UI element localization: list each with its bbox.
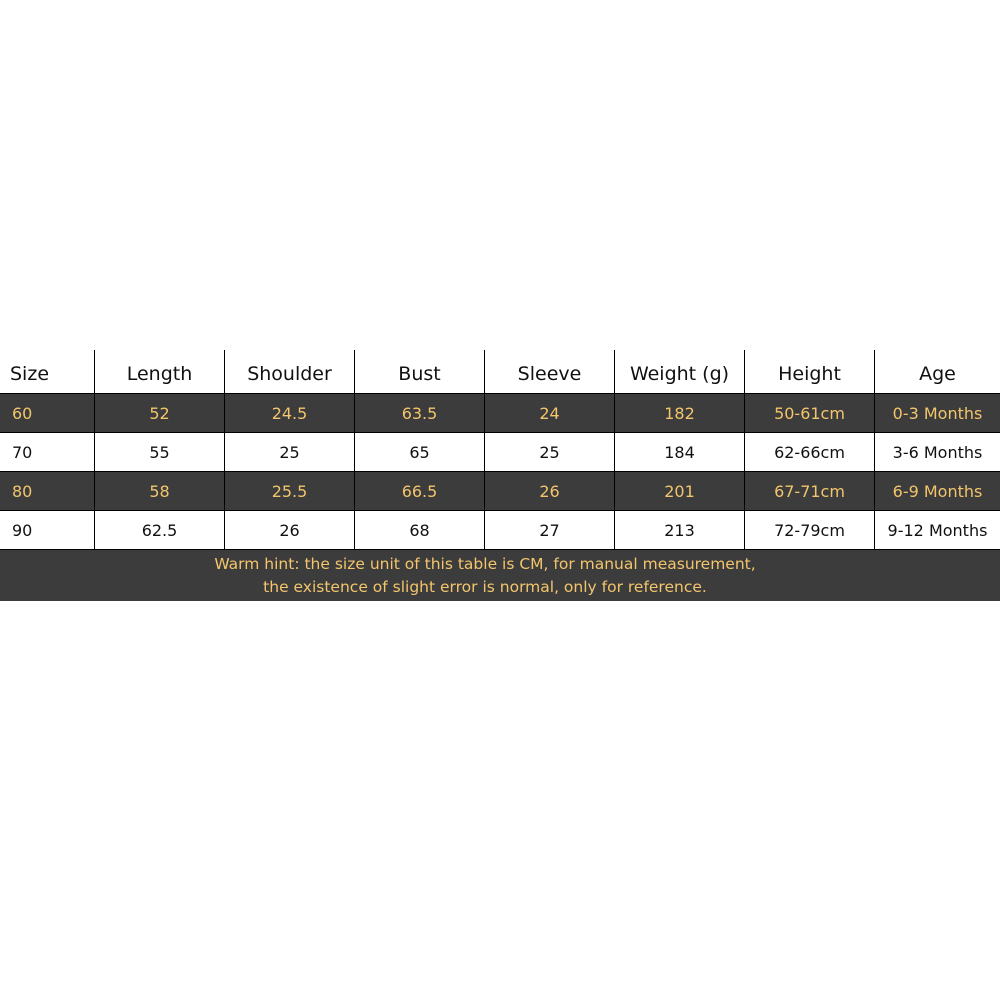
header-cell: Bust: [355, 350, 485, 393]
table-cell: 63.5: [355, 394, 485, 432]
table-row: [0, 510, 1000, 549]
header-cell: Weight (g): [615, 350, 745, 393]
table-cell: 24: [485, 394, 615, 432]
table-cell: 52: [95, 394, 225, 432]
header-cell: Length: [95, 350, 225, 393]
table-cell: 201: [615, 472, 745, 510]
table-cell: 9-12 Months: [887, 520, 988, 540]
table-cell: 58: [95, 472, 225, 510]
table-cell: 68: [355, 511, 485, 549]
table-cell: 25.5: [225, 472, 355, 510]
size-chart-table: [0, 350, 1000, 601]
header-cell: Sleeve: [485, 350, 615, 393]
header-cell: Size: [0, 350, 95, 393]
hint-line-1: Warm hint: the size unit of this table is CM, for manual measurement,: [214, 555, 756, 573]
header-cell: Shoulder: [225, 350, 355, 393]
table-cell: 62.5: [95, 511, 225, 549]
table-cell: 184: [615, 433, 745, 471]
table-cell: 50-61cm: [745, 394, 875, 432]
table-header-row: [0, 350, 1000, 393]
table-cell: 25: [225, 433, 355, 471]
table-cell: 0-3 Months: [892, 403, 983, 423]
table-row: [0, 393, 1000, 432]
table-cell: 26: [225, 511, 355, 549]
table-cell: 6-9 Months: [892, 481, 983, 501]
table-cell: 70: [0, 433, 95, 471]
table-cell: 62-66cm: [745, 433, 875, 471]
table-cell: 80: [0, 472, 95, 510]
table-row: [0, 471, 1000, 510]
header-cell: Height: [745, 350, 875, 393]
table-cell: 66.5: [355, 472, 485, 510]
table-cell: 55: [95, 433, 225, 471]
table-cell: 3-6 Months: [892, 442, 983, 462]
table-cell: 67-71cm: [745, 472, 875, 510]
measurement-hint-banner: [0, 549, 1000, 601]
header-cell: Age: [919, 362, 956, 385]
table-cell: 90: [0, 511, 95, 549]
table-cell: 25: [485, 433, 615, 471]
table-cell: 26: [485, 472, 615, 510]
table-row: [0, 432, 1000, 471]
table-cell: 72-79cm: [745, 511, 875, 549]
table-cell: 65: [355, 433, 485, 471]
table-cell: 24.5: [225, 394, 355, 432]
table-cell: 182: [615, 394, 745, 432]
table-cell: 213: [615, 511, 745, 549]
hint-line-2: the existence of slight error is normal, only for reference.: [263, 578, 707, 596]
table-cell: 60: [0, 394, 95, 432]
table-cell: 27: [485, 511, 615, 549]
